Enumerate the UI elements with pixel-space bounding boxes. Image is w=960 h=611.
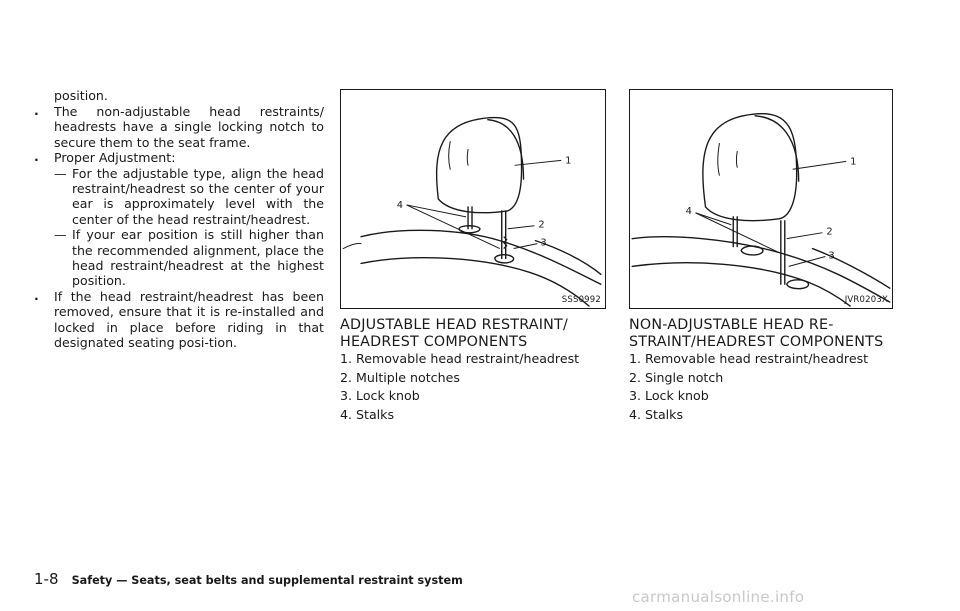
page-footer [34, 569, 463, 588]
bullet-text: Proper Adjustment: [54, 150, 176, 166]
section-heading-adjustable: ADJUSTABLE HEAD RESTRAINT/ HEADREST COMPONENTS [340, 317, 568, 350]
sub-item-text: If your ear position is still higher than the recommended alignment, place the head restraint/headrest at the highest position. [72, 227, 324, 289]
bullet-marker: . [34, 149, 39, 165]
component-list-non-adjustable [629, 350, 868, 424]
list-item: 2. Multiple notches [340, 369, 460, 385]
sub-item-text: For the adjustable type, align the head restraint/headrest so the center of your ear is approximately level with the center of the head restraint/headrest. [72, 165, 324, 227]
figure-code: JVR0203X [844, 295, 888, 305]
watermark-text: carmanualsonline.info [632, 588, 805, 606]
sub-item-adjustable [54, 166, 324, 228]
section-heading-non-adjustable: NON-ADJUSTABLE HEAD RE-STRAINT/HEADREST COMPONENTS [629, 317, 884, 350]
figure-code: SSS0992 [561, 295, 601, 305]
bullet-item-notch [34, 104, 324, 150]
figure-adjustable-headrest [340, 89, 606, 309]
list-item: 4. Stalks [629, 406, 684, 422]
list-item: 1. Removable head restraint/headrest [340, 351, 580, 366]
bullet-item-removed [34, 289, 324, 351]
bullet-text: The non-adjustable head restraints/ headrests have a single locking notch to secure them to the seat frame. [54, 104, 324, 150]
list-item: 2. Single notch [629, 369, 724, 385]
bullet-text: If the head restraint/headrest has been removed, ensure that it is re-installed and locked in place before riding in that designated seating posi-tion. [54, 288, 324, 351]
continuation-text: position. [54, 88, 108, 103]
dash-marker: — [54, 227, 67, 243]
component-list-adjustable [340, 350, 579, 424]
callout-1: 1 [565, 155, 572, 167]
page-number: 1-8 [34, 570, 59, 588]
list-item: 4. Stalks [340, 406, 395, 422]
list-item: 1. Removable head restraint/headrest [629, 351, 869, 366]
callout-4: 4 [685, 205, 692, 217]
list-item: 3. Lock knob [340, 388, 420, 403]
footer-section-title: Safety — Seats, seat belts and supplemental restraint system [71, 574, 463, 587]
bullet-marker: . [34, 287, 39, 303]
bullet-list [34, 104, 324, 351]
callout-3: 3 [540, 237, 547, 249]
list-item: 3. Lock knob [629, 388, 709, 403]
headrest-illustration-adjustable [341, 90, 605, 308]
headrest-illustration-non-adjustable [630, 90, 892, 308]
callout-2: 2 [826, 226, 833, 238]
sub-item-higher [54, 227, 324, 289]
figure-non-adjustable-headrest [629, 89, 893, 309]
callout-2: 2 [538, 219, 545, 231]
dash-marker: — [54, 165, 67, 181]
callout-3: 3 [828, 250, 835, 262]
bullet-marker: . [34, 103, 39, 118]
callout-4: 4 [396, 199, 403, 211]
bullet-item-adjustment [34, 150, 324, 289]
callout-1: 1 [850, 156, 857, 168]
